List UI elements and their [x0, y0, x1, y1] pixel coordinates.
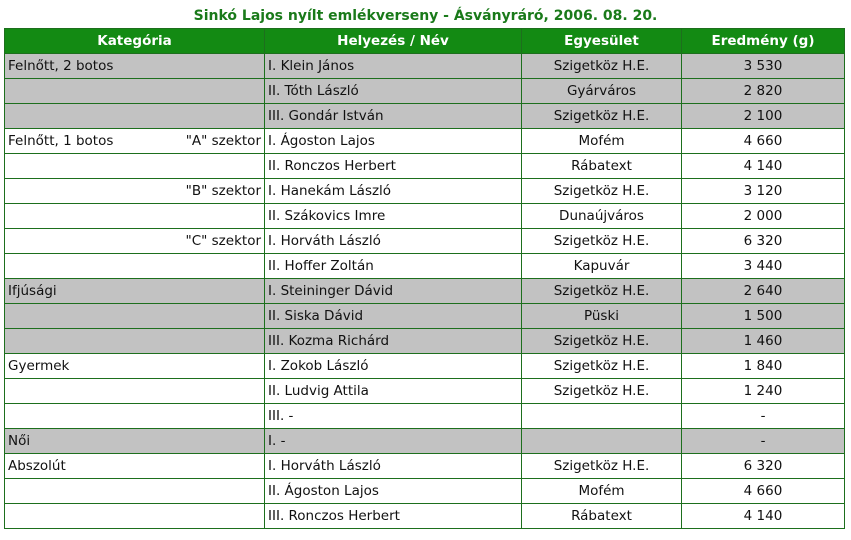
- place-name-cell: II. Siska Dávid: [265, 304, 522, 329]
- table-row: [5, 54, 844, 79]
- result-cell: 1 840: [682, 354, 844, 379]
- club-cell: Szigetköz H.E.: [522, 279, 682, 304]
- table-row: [5, 429, 844, 454]
- result-cell: 1 240: [682, 379, 844, 404]
- category-cell: [5, 254, 265, 279]
- place-name-cell: I. Zokob László: [265, 354, 522, 379]
- category-cell: [5, 129, 265, 154]
- table-row: [5, 354, 844, 379]
- place-name-cell: I. Ágoston Lajos: [265, 129, 522, 154]
- table-row: [5, 129, 844, 154]
- category-cell: [5, 204, 265, 229]
- result-cell: 2 820: [682, 79, 844, 104]
- club-cell: Szigetköz H.E.: [522, 354, 682, 379]
- table-header-row: [5, 29, 844, 54]
- category-cell: [5, 179, 265, 204]
- result-cell: 4 660: [682, 129, 844, 154]
- place-name-cell: II. Hoffer Zoltán: [265, 254, 522, 279]
- table-row: [5, 404, 844, 429]
- category-cell: [5, 229, 265, 254]
- category-cell: [5, 304, 265, 329]
- header-category: Kategória: [5, 29, 265, 54]
- results-table: [4, 28, 845, 529]
- category-cell: [5, 354, 265, 379]
- club-cell: Dunaújváros: [522, 204, 682, 229]
- place-name-cell: III. -: [265, 404, 522, 429]
- place-name-cell: II. Ludvig Attila: [265, 379, 522, 404]
- result-cell: 2 100: [682, 104, 844, 129]
- result-cell: 3 440: [682, 254, 844, 279]
- result-cell: 4 140: [682, 154, 844, 179]
- club-cell: Szigetköz H.E.: [522, 229, 682, 254]
- place-name-cell: III. Gondár István: [265, 104, 522, 129]
- table-row: [5, 329, 844, 354]
- category-cell: [5, 54, 265, 79]
- table-row: [5, 454, 844, 479]
- result-cell: 3 120: [682, 179, 844, 204]
- club-cell: [522, 429, 682, 454]
- club-cell: Kapuvár: [522, 254, 682, 279]
- place-name-cell: II. Szákovics Imre: [265, 204, 522, 229]
- category-label: Felnőtt, 2 botos: [8, 58, 114, 74]
- category-label: Felnőtt, 1 botos: [8, 133, 114, 149]
- place-name-cell: III. Kozma Richárd: [265, 329, 522, 354]
- category-label: Női: [8, 433, 31, 449]
- category-cell: [5, 479, 265, 504]
- place-name-cell: III. Ronczos Herbert: [265, 504, 522, 528]
- result-cell: 2 000: [682, 204, 844, 229]
- category-label: Ifjúsági: [8, 283, 57, 299]
- table-row: [5, 204, 844, 229]
- header-result: Eredmény (g): [682, 29, 844, 54]
- result-cell: -: [682, 429, 844, 454]
- result-cell: 1 460: [682, 329, 844, 354]
- category-cell: [5, 454, 265, 479]
- table-row: [5, 154, 844, 179]
- place-name-cell: II. Ronczos Herbert: [265, 154, 522, 179]
- result-cell: 6 320: [682, 229, 844, 254]
- category-cell: [5, 154, 265, 179]
- sector-label: "A" szektor: [185, 133, 261, 149]
- category-cell: [5, 504, 265, 528]
- category-cell: [5, 104, 265, 129]
- club-cell: Rábatext: [522, 504, 682, 528]
- category-cell: [5, 379, 265, 404]
- place-name-cell: II. Tóth László: [265, 79, 522, 104]
- result-cell: 3 530: [682, 54, 844, 79]
- place-name-cell: I. Horváth László: [265, 454, 522, 479]
- result-cell: 4 660: [682, 479, 844, 504]
- club-cell: Püski: [522, 304, 682, 329]
- club-cell: Szigetköz H.E.: [522, 379, 682, 404]
- result-cell: 2 640: [682, 279, 844, 304]
- table-row: [5, 179, 844, 204]
- club-cell: [522, 404, 682, 429]
- table-row: [5, 229, 844, 254]
- table-row: [5, 279, 844, 304]
- place-name-cell: I. Hanekám László: [265, 179, 522, 204]
- place-name-cell: I. Horváth László: [265, 229, 522, 254]
- table-row: [5, 304, 844, 329]
- table-row: [5, 79, 844, 104]
- table-row: [5, 254, 844, 279]
- page-title: Sinkó Lajos nyílt emlékverseny - Ásványráró, 2006. 08. 20.: [193, 8, 658, 24]
- header-club: Egyesület: [522, 29, 682, 54]
- club-cell: Szigetköz H.E.: [522, 454, 682, 479]
- club-cell: Rábatext: [522, 154, 682, 179]
- place-name-cell: I. Steininger Dávid: [265, 279, 522, 304]
- category-cell: [5, 79, 265, 104]
- club-cell: Szigetköz H.E.: [522, 329, 682, 354]
- place-name-cell: I. -: [265, 429, 522, 454]
- place-name-cell: II. Ágoston Lajos: [265, 479, 522, 504]
- header-place-name: Helyezés / Név: [265, 29, 522, 54]
- sector-label: "C" szektor: [185, 233, 261, 249]
- result-cell: -: [682, 404, 844, 429]
- club-cell: Mofém: [522, 479, 682, 504]
- club-cell: Szigetköz H.E.: [522, 179, 682, 204]
- category-label: Gyermek: [8, 358, 70, 374]
- club-cell: Szigetköz H.E.: [522, 104, 682, 129]
- category-cell: [5, 279, 265, 304]
- place-name-cell: I. Klein János: [265, 54, 522, 79]
- result-cell: 6 320: [682, 454, 844, 479]
- category-cell: [5, 404, 265, 429]
- table-row: [5, 504, 844, 528]
- club-cell: Gyárváros: [522, 79, 682, 104]
- category-cell: [5, 429, 265, 454]
- category-label: Abszolút: [8, 458, 66, 474]
- result-cell: 4 140: [743, 508, 783, 524]
- club-cell: Szigetköz H.E.: [522, 54, 682, 79]
- category-cell: [5, 329, 265, 354]
- result-cell: 1 500: [682, 304, 844, 329]
- table-row: [5, 379, 844, 404]
- table-row: [5, 479, 844, 504]
- club-cell: Mofém: [522, 129, 682, 154]
- sector-label: "B" szektor: [185, 183, 261, 199]
- table-row: [5, 104, 844, 129]
